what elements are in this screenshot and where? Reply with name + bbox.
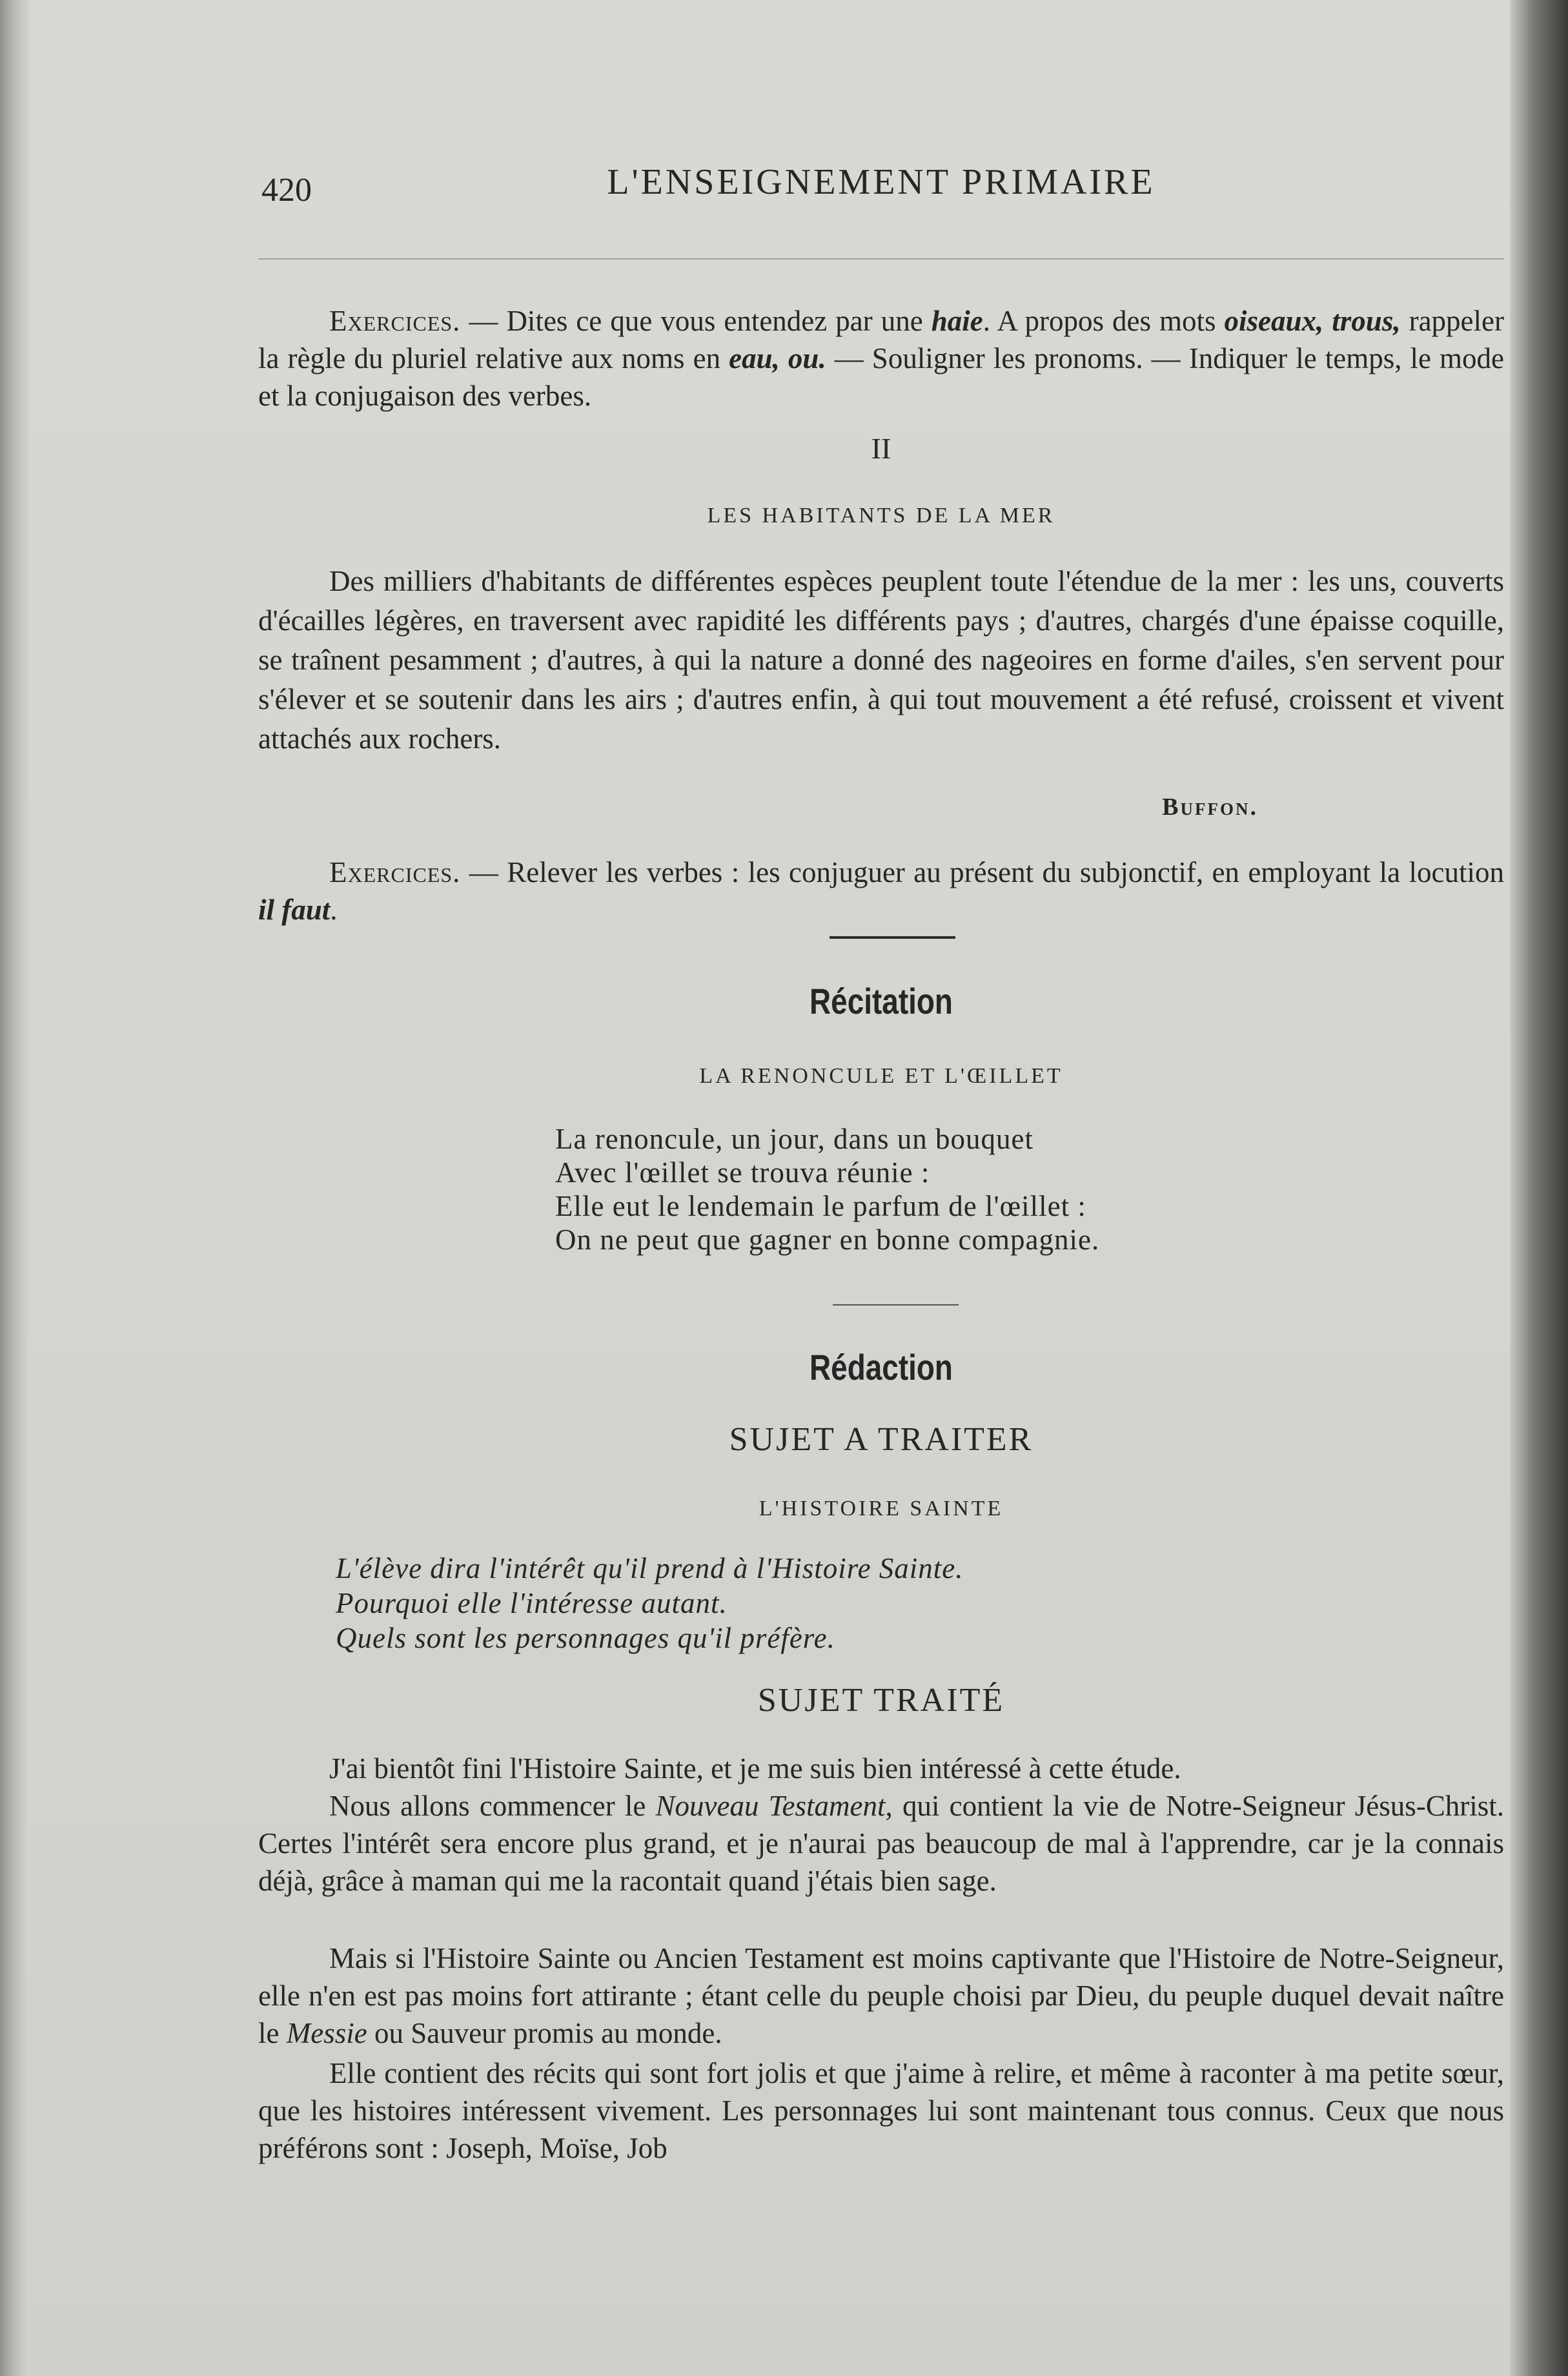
exercises-text: . (330, 894, 338, 926)
redaction-heading: Rédaction (809, 1347, 953, 1388)
essay-text: , qui contient la vie de Notre-Seigneur Jésus-Christ. Certes l'intérêt sera encore plus grand, et je n'aurai pas beaucoup de mal à l'apprendre, car je la connais déjà, grâce à maman qui me la racontait quand j'étais bien sage. (258, 1790, 1504, 1897)
instruction-line: Quels sont les personnages qu'il préfère. (336, 1622, 835, 1654)
essay-text: Mais si l'Histoire Sainte ou Ancien Testament est moins captivante que l'Histoire de Notre-Seigneur, elle n'en est pas moins fort attirante ; étant celle du peuple choisi par Dieu, du peuple duquel devait naître le (258, 1942, 1504, 2049)
poem-line: Avec l'œillet se trouva réunie : (555, 1156, 930, 1189)
exercises-word: haie (931, 305, 983, 337)
running-title: L'ENSEIGNEMENT PRIMAIRE (607, 162, 1156, 202)
section-numeral: II (871, 432, 891, 465)
exercises-word: eau, ou. (729, 342, 826, 374)
exercises-word: oiseaux, trous, (1224, 305, 1401, 337)
exercises-text: rappeler la règle du pluriel relative aux noms en (258, 305, 1504, 374)
exercises-label: Exercices. (329, 856, 461, 888)
exercises-paragraph-2 (258, 854, 1504, 928)
poem-line: La renoncule, un jour, dans un bouquet (555, 1123, 1034, 1155)
author-signature: Buffon. (1162, 794, 1258, 821)
poem-line: Elle eut le lendemain le parfum de l'œillet : (555, 1190, 1086, 1222)
page-number: 420 (261, 172, 312, 209)
page-edge-right (1510, 0, 1568, 2376)
instruction-line: L'élève dira l'intérêt qu'il prend à l'Histoire Sainte. (336, 1552, 964, 1584)
essay-paragraph-1: J'ai bientôt fini l'Histoire Sainte, et je me suis bien intéressé à cette étude. (329, 1752, 1181, 1785)
essay-text: Nous allons commencer le (329, 1790, 656, 1822)
exercises-word: il faut (258, 894, 331, 926)
instruction-line: Pourquoi elle l'intéresse autant. (336, 1587, 728, 1619)
poem (555, 1122, 1099, 1256)
exercises-text: — Souligner les pronoms. — Indiquer le temps, le mode et la conjugaison des verbes. (258, 342, 1505, 412)
section-divider (833, 1304, 959, 1306)
exercises-label: Exercices. (329, 305, 461, 337)
subject-title: L'HISTOIRE SAINTE (759, 1497, 1004, 1521)
exercises-text: — Dites ce que vous entendez par une (460, 305, 932, 337)
essay-title: Nouveau Testament (655, 1790, 886, 1822)
poem-title: LA RENONCULE ET L'ŒILLET (699, 1064, 1063, 1088)
essay-paragraph-3 (258, 1940, 1504, 2052)
essay-paragraph-4: Elle contient des récits qui sont fort jolis et que j'aime à relire, et même à raconter à ma petite sœur, que les histoires intéressent vivement. Les personnages lui sont maintenant tous connus. Ceux que nous préférons sont : Joseph, Moïse, Job (258, 2057, 1504, 2164)
section-paragraph: Des milliers d'habitants de différentes espèces peuplent toute l'étendue de la mer : les uns, couverts d'écailles légères, en traversent avec rapidité les différents pays ; d'autres, chargés d'une épaisse coquille, se traînent pesamment ; d'autres, à qui la nature a donné des nageoires en forme d'ailes, s'en servent pour s'élever et se soutenir dans les airs ; d'autres enfin, à qui tout mouvement a été refusé, croissent et vivent attachés aux rochers. (258, 565, 1504, 755)
section-title: LES HABITANTS DE LA MER (707, 504, 1055, 527)
subject-heading: SUJET A TRAITER (729, 1421, 1033, 1458)
page-edge-left (0, 0, 30, 2376)
header-rule (258, 258, 1504, 260)
section-divider (830, 936, 955, 939)
subject-instructions (336, 1551, 964, 1655)
exercises-paragraph-1 (258, 302, 1504, 415)
essay-term: Messie (286, 2017, 367, 2049)
recitation-heading: Récitation (809, 981, 953, 1021)
essay-text: ou Sauveur promis au monde. (367, 2017, 722, 2049)
essay-paragraph-2 (258, 1787, 1504, 1900)
exercises-text: . A propos des mots (983, 305, 1225, 337)
exercises-text: — Relever les verbes : les conjuguer au présent du subjonctif, en employant la locution (460, 856, 1504, 888)
poem-line: On ne peut que gagner en bonne compagnie. (555, 1224, 1100, 1256)
treated-heading: SUJET TRAITÉ (757, 1682, 1005, 1719)
